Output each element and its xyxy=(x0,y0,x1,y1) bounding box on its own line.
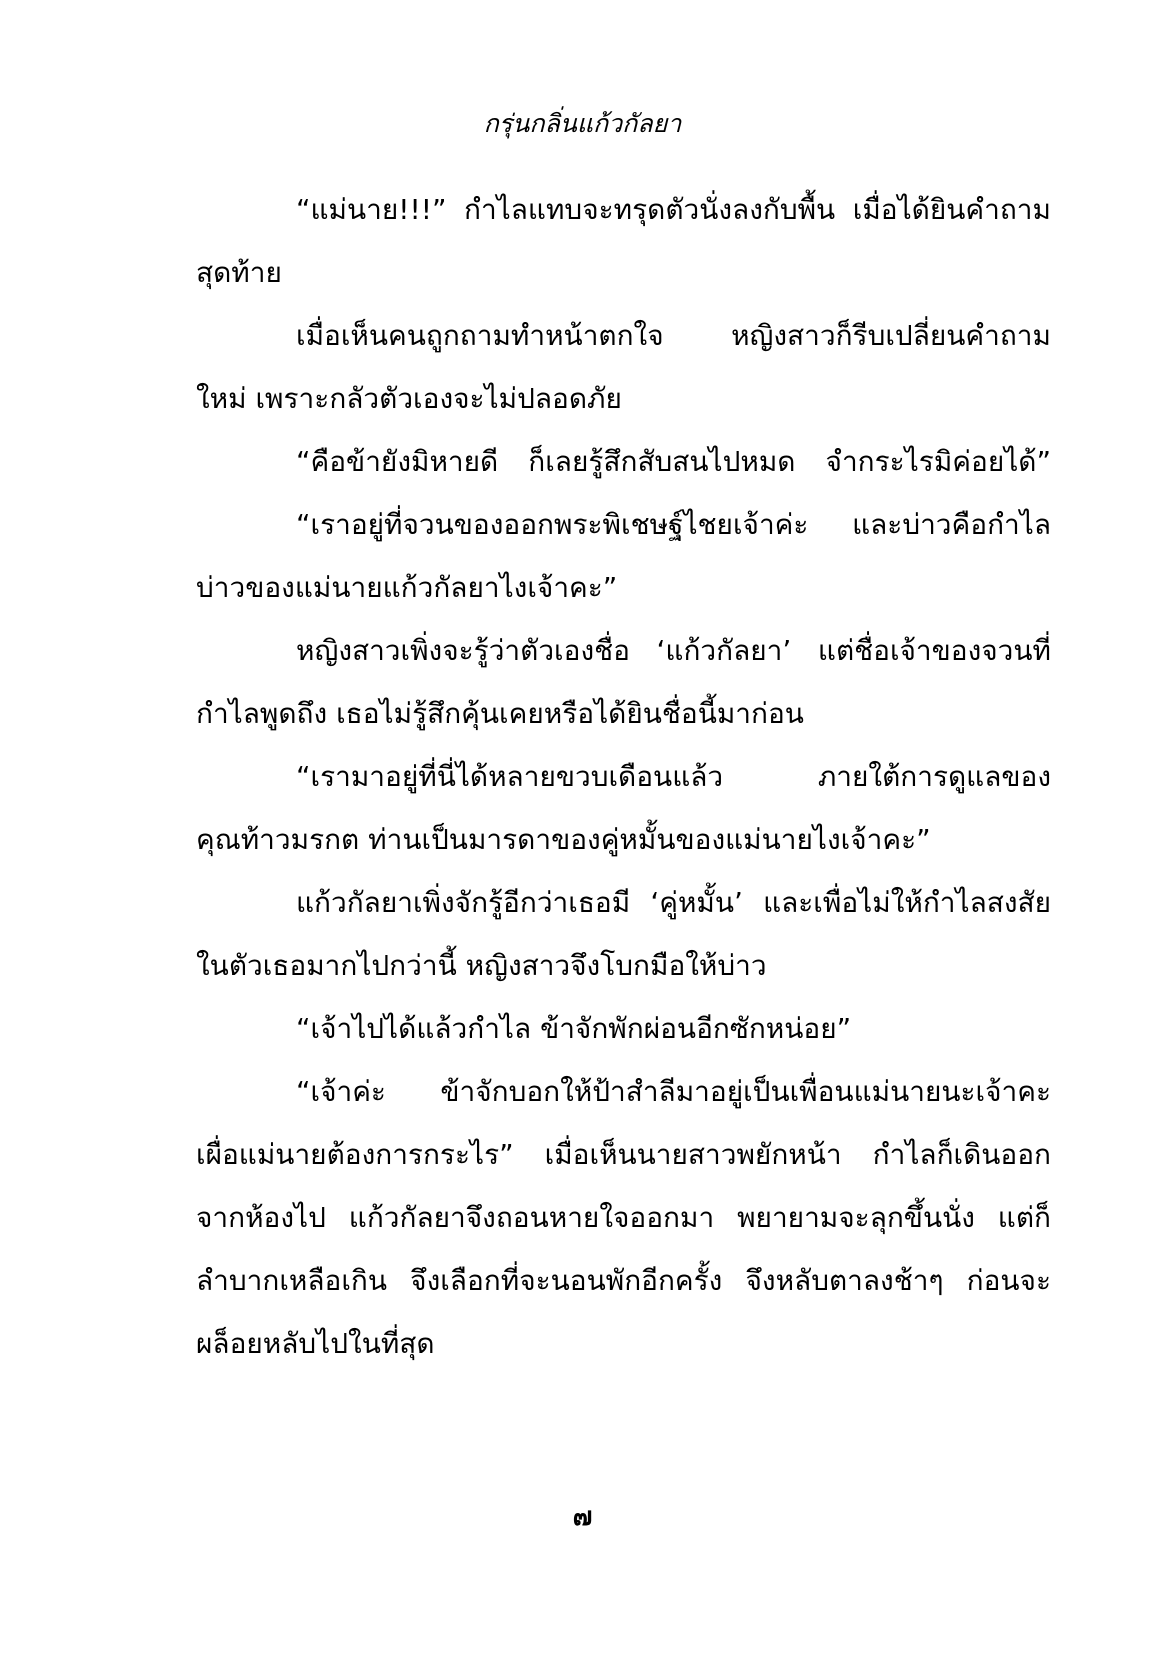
text-line: เผื่อแม่นายต้องการกระไร” เมื่อเห็นนายสาวพยักหน้า กำไลก็เดินออก xyxy=(196,1138,1051,1171)
text-line: แก้วกัลยาเพิ่งจักรู้อีกว่าเธอมี ‘คู่หมั้น’ และเพื่อไม่ให้กำไลสงสัย xyxy=(296,886,1051,919)
text-line: “แม่นาย!!!” กำไลแทบจะทรุดตัวนั่งลงกับพื้น เมื่อได้ยินคำถาม xyxy=(296,193,1051,226)
text-line: คุณท้าวมรกต ท่านเป็นมารดาของคู่หมั้นของแม่นายไงเจ้าคะ” xyxy=(196,823,931,856)
text-line: สุดท้าย xyxy=(196,256,282,289)
text-line: หญิงสาวเพิ่งจะรู้ว่าตัวเองชื่อ ‘แก้วกัลยา’ แต่ชื่อเจ้าของจวนที่ xyxy=(296,634,1051,667)
running-header: กรุ่นกลิ่นแก้วกัลยา xyxy=(483,109,682,138)
text-line: “เรามาอยู่ที่นี่ได้หลายขวบเดือนแล้ว ภายใต้การดูแลของ xyxy=(296,760,1051,793)
text-line: “เจ้าค่ะ ข้าจักบอกให้ป้าสำลีมาอยู่เป็นเพื่อนแม่นายนะเจ้าคะ xyxy=(296,1075,1051,1108)
text-line: ใหม่ เพราะกลัวตัวเองจะไม่ปลอดภัย xyxy=(196,382,622,415)
text-line: ผล็อยหลับไปในที่สุด xyxy=(196,1327,435,1360)
text-line: “คือข้ายังมิหายดี ก็เลยรู้สึกสับสนไปหมด จำกระไรมิค่อยได้” xyxy=(296,445,1051,478)
text-line: กำไลพูดถึง เธอไม่รู้สึกคุ้นเคยหรือได้ยินชื่อนี้มาก่อน xyxy=(196,697,804,730)
text-line: จากห้องไป แก้วกัลยาจึงถอนหายใจออกมา พยายามจะลุกขึ้นนั่ง แต่ก็ xyxy=(196,1201,1051,1234)
text-line: “เราอยู่ที่จวนของออกพระพิเชษฐ์ไชยเจ้าค่ะ และบ่าวคือกำไล xyxy=(296,508,1051,541)
text-line: ในตัวเธอมากไปกว่านี้ หญิงสาวจึงโบกมือให้บ่าว xyxy=(196,949,767,982)
text-line: เมื่อเห็นคนถูกถามทำหน้าตกใจ หญิงสาวก็รีบเปลี่ยนคำถาม xyxy=(296,319,1051,352)
page-number: ๗ xyxy=(572,1502,593,1532)
text-line: “เจ้าไปได้แล้วกำไล ข้าจักพักผ่อนอีกซักหน่อย” xyxy=(296,1012,852,1045)
body-text xyxy=(196,178,1051,1375)
text-line: บ่าวของแม่นายแก้วกัลยาไงเจ้าคะ” xyxy=(196,571,618,604)
text-line: ลำบากเหลือเกิน จึงเลือกที่จะนอนพักอีกครั้ง จึงหลับตาลงช้าๆ ก่อนจะ xyxy=(196,1264,1051,1297)
